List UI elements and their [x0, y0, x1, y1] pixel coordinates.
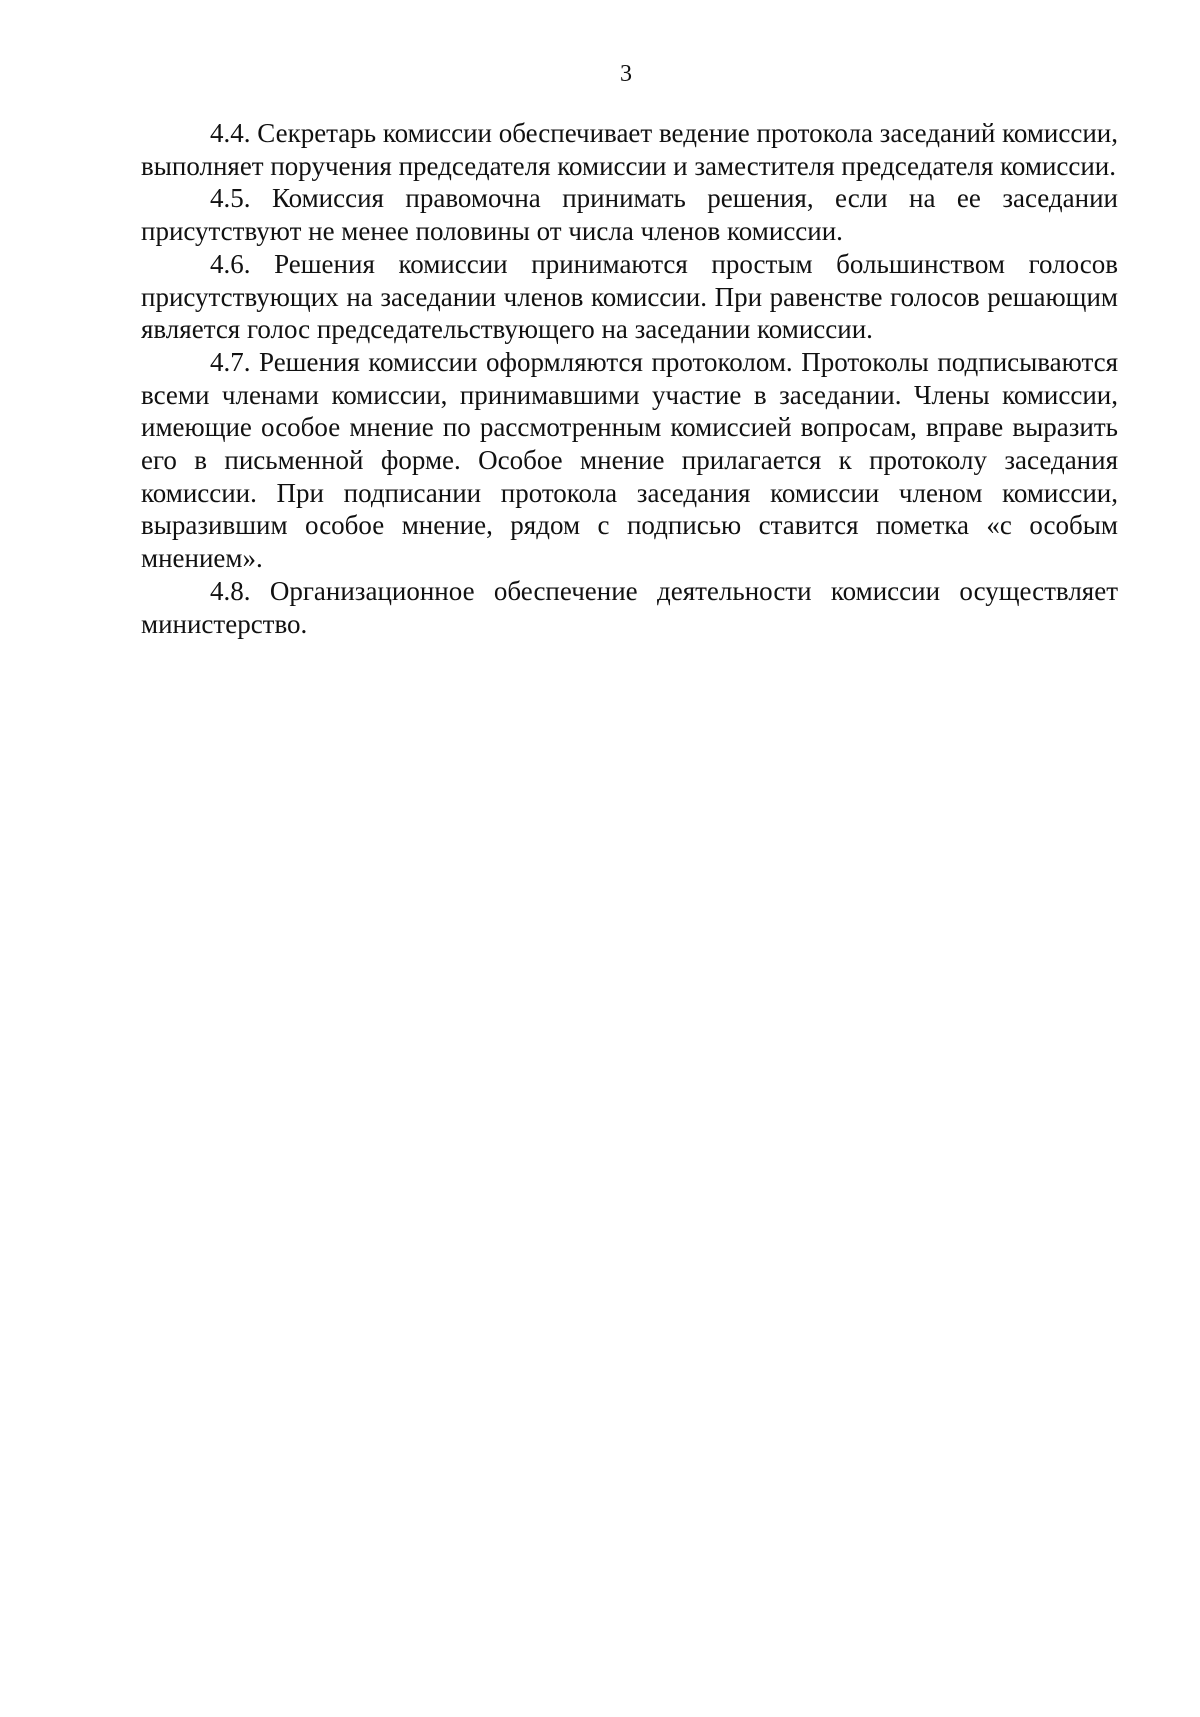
document-body [141, 117, 1118, 640]
paragraph-4-6: 4.6. Решения комиссии принимаются простым большинством голосов присутствующих на заседании членов комиссии. При равенстве голосов решающим является голос председательствующего на заседании комиссии. [141, 248, 1118, 345]
page-number: 3 [620, 61, 632, 87]
paragraph-4-8: 4.8. Организационное обеспечение деятельности комиссии осуществляет министерство. [141, 575, 1118, 639]
paragraph-4-7: 4.7. Решения комиссии оформляются протоколом. Протоколы подписываются всеми членами комиссии, принимавшими участие в заседании. Члены комиссии, имеющие особое мнение по рассмотренным комиссией вопросам, вправе выразить его в письменной форме. Особое мнение прилагается к протоколу заседания комиссии. При подписании протокола заседания комиссии членом комиссии, выразившим особое мнение, рядом с подписью ставится пометка «с особым мнением». [141, 346, 1118, 574]
paragraph-4-4: 4.4. Секретарь комиссии обеспечивает ведение протокола заседаний комиссии, выполняет поручения председателя комиссии и заместителя председателя комиссии. [141, 118, 1118, 181]
paragraph-4-5: 4.5. Комиссия правомочна принимать решения, если на ее заседании присутствуют не менее половины от числа членов комиссии. [141, 183, 1118, 247]
